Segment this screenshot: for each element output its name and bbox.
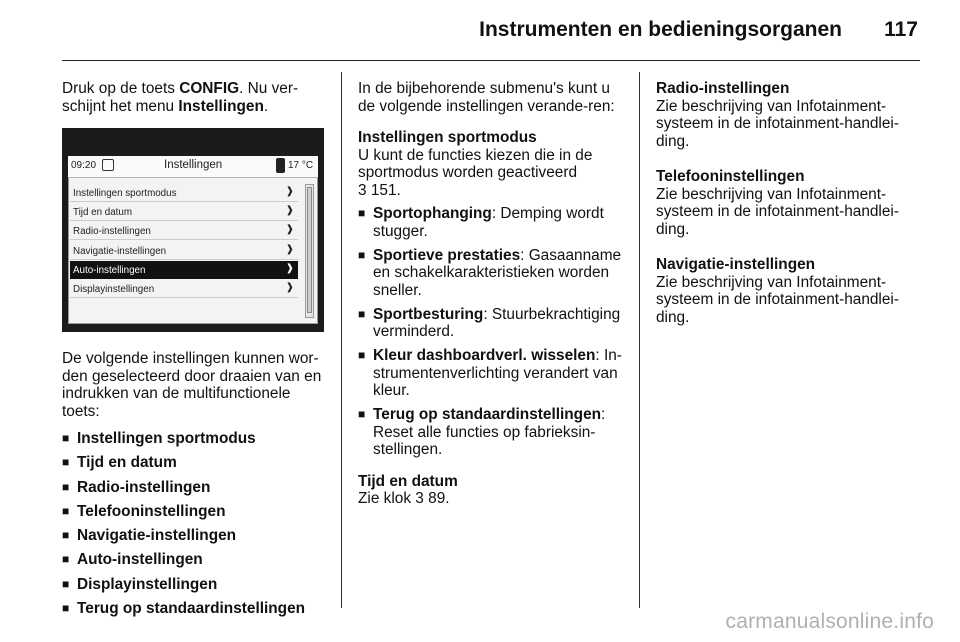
settings-menu-name: Instellingen [178,97,264,115]
section-heading: Navigatie-instellingen [656,256,816,273]
column-divider-1 [341,72,342,608]
settings-screen-figure [62,128,324,332]
chevron-right-icon: ❱ [285,205,294,217]
screen-menu-item-label: Radio-instellingen [73,226,151,238]
column-1-intro: Druk op de toets CONFIG. Nu ver-schijnt het menu Instellingen. [62,80,299,115]
option-description: : Gasaanname en schakelkarakteristieken worden sneller. [373,246,622,299]
screen-title: Instellingen [164,159,223,171]
list-item [62,551,330,569]
chevron-right-icon: ❱ [285,243,294,255]
screen-menu-item-label: Navigatie-instellingen [73,245,167,257]
screen-menu-item-label: Displayinstellingen [73,284,155,295]
list-item-label: Auto-instellingen [77,551,203,569]
column-divider-2 [639,72,640,608]
section-text: Zie beschrijving van Infotainment-systeem in de infotainment-handlei-ding. [656,97,899,150]
info-section [656,80,922,150]
temperature-icon [276,158,285,173]
list-item [62,503,330,521]
info-section [656,256,922,326]
screen-temperature: 17 °C [288,160,314,171]
page-number: 117 [884,18,918,41]
config-key: CONFIG [179,80,240,97]
option-description: : Stuurbekrachtiging verminderd. [373,305,621,340]
screen-menu-item[interactable] [70,184,298,202]
list-item [358,205,630,240]
list-item [358,406,630,459]
screen-menu-item-label: Instellingen sportmodus [73,188,177,199]
section-text: Zie beschrijving van Infotainment-systeem in de infotainment-handlei-ding. [656,185,899,238]
list-item [358,347,630,400]
header-rule [62,60,920,61]
screen-menu-item-label: Tijd en datum [73,207,132,219]
list-item [62,430,330,448]
clock-icon [102,159,114,171]
selection-paragraph: De volgende instellingen kunnen wor-den geselecteerd door draaien van en indrukken van de multifunctionele toets: [62,350,322,420]
list-item [62,527,330,545]
screen-menu-item-label: Auto-instellingen [73,264,146,276]
list-item-label: Instellingen sportmodus [77,430,256,447]
info-section [656,168,922,238]
list-item-label: Navigatie-instellingen [77,527,237,545]
screen-menu-item[interactable] [70,242,298,260]
time-heading: Tijd en datum [358,472,458,490]
watermark: carmanualsonline.info [725,610,934,633]
column-3 [656,80,922,344]
sport-reference: 3 151. [358,181,401,199]
chevron-right-icon: ❱ [285,282,294,293]
screen-menu-item[interactable] [70,280,298,298]
column-1-body [62,350,330,624]
screen-menu-item[interactable] [70,261,298,279]
screen-scrollbar [305,184,314,318]
option-term: Sportbesturing [373,305,484,323]
sport-options-list [358,205,630,459]
list-item [358,306,630,341]
page-header-title: Instrumenten en bedieningsorganen [479,18,842,41]
chevron-right-icon: ❱ [285,224,294,236]
list-item [62,576,330,594]
settings-list [62,430,330,618]
list-item-label: Tijd en datum [77,454,177,472]
chevron-right-icon: ❱ [285,262,294,274]
option-term: Kleur dashboardverl. wisselen [373,347,596,364]
screen-time: 09:20 [71,160,97,171]
list-item [62,479,330,497]
option-description: : Reset alle functies op fabrieksin-stellingen. [373,406,606,458]
option-term: Terug op standaardinstellingen [373,406,602,423]
list-item-label: Telefooninstellingen [77,502,226,520]
chevron-right-icon: ❱ [285,186,294,197]
submenu-intro: In de bijbehorende submenu's kunt u de volgende instellingen verande-ren: [358,80,615,115]
sport-text: U kunt de functies kiezen die in de sportmodus worden geactiveerd [358,146,593,181]
option-term: Sportophanging [373,205,492,222]
column-2 [358,80,630,522]
scrollbar-thumb [307,187,312,313]
list-item [358,247,630,300]
screen-menu-item[interactable] [70,222,298,240]
option-description: : Demping wordt stugger. [373,205,604,240]
sport-heading: Instellingen sportmodus [358,129,537,146]
list-item [62,454,330,472]
section-heading: Radio-instellingen [656,80,790,97]
screen-top-bar [68,156,318,178]
option-term: Sportieve prestaties [373,246,521,264]
option-description: : In-strumentenverlichting verandert van kleur. [373,347,622,399]
list-item-label: Radio-instellingen [77,478,211,496]
list-item-label: Displayinstellingen [77,575,218,593]
time-text: Zie klok 3 89. [358,490,450,507]
screen-menu-item[interactable] [70,203,298,221]
list-item-label: Terug op standaardinstellingen [77,600,306,618]
list-item [62,600,330,618]
section-text: Zie beschrijving van Infotainment-systeem in de infotainment-handlei-ding. [656,273,899,326]
section-heading: Telefooninstellingen [656,168,805,185]
